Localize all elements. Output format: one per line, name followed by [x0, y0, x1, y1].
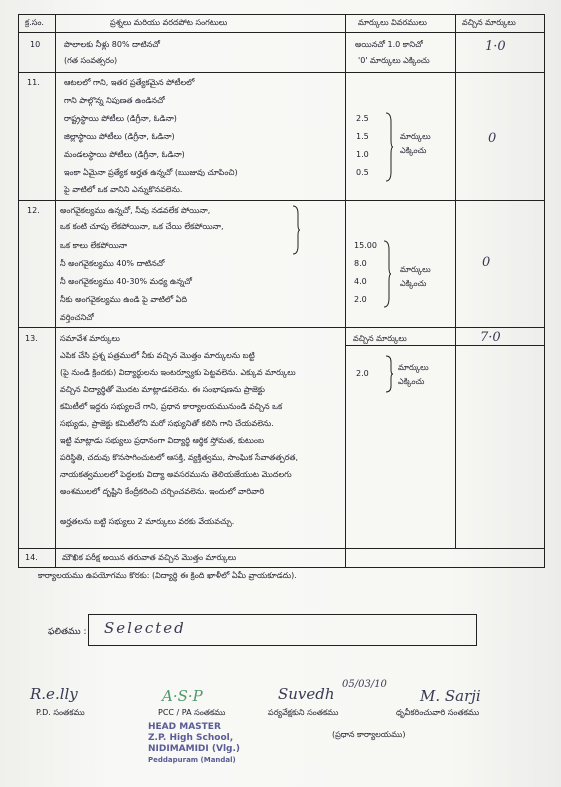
row12-line: అంగవైకల్యము ఉన్నచో, నీవు నడవలేక పోయినా, [60, 206, 211, 215]
row10-bottom-border [18, 72, 545, 73]
row14-number: 14. [25, 553, 38, 562]
pcc-signature: A·S·P [162, 687, 203, 705]
row10-score: 1·0 [485, 39, 506, 54]
row13-bottom-border [18, 548, 545, 549]
row13-score: 7·0 [480, 330, 501, 345]
member-signature-date: 05/03/10 [342, 679, 387, 690]
row12-value: 15.00 [354, 241, 377, 250]
row11-value: 1.0 [356, 150, 369, 159]
col-got-border [455, 14, 456, 549]
row11-line: మండలస్థాయి పోటీలు (డిగ్రీనా, ఓడినా) [64, 150, 185, 159]
row13-marks-line: ఎక్కించు [398, 377, 425, 386]
header-bottom-border [18, 32, 545, 33]
header-sno: క్ర.సం. [25, 18, 44, 27]
row12-brace-right [382, 240, 392, 308]
row13-line: ఎపిక చేసి ప్రశ్న పత్రములో నీకు వచ్చిన మొత్తం మార్కులను బట్టి [60, 351, 255, 360]
row11-number: 11. [27, 78, 40, 87]
row12-line: ఒక కాలు లేకపోయినా [60, 241, 128, 250]
row14-text: మౌఖిక పరీక్ష అయిన తరువాత వచ్చిన మొత్తం మార్కులు [62, 553, 237, 562]
table-top-border [18, 14, 545, 15]
row13-value: 2.0 [356, 369, 369, 378]
row11-line: ఇంకా ఏమైనా ప్రత్యేక అర్హత ఉన్నచో (ఋజువు చూపించి) [64, 168, 238, 177]
pd-signature-label: P.D. సంతకము [36, 708, 85, 717]
row13-got-label: వచ్చిన మార్కులు [353, 334, 407, 343]
stamp-line: Peddapuram (Mandal) [148, 756, 236, 764]
row11-value: 2.5 [356, 114, 369, 123]
row12-line: నీ అంగవైకల్యము 40-30% మధ్య ఉన్నచో [60, 277, 192, 286]
head-office-label: (ప్రధాన కార్యాలయము) [332, 730, 406, 739]
row12-line: వర్తించనిచో [60, 313, 94, 322]
header-marks-got: వచ్చిన మార్కులు [462, 18, 516, 27]
row12-value: 4.0 [354, 277, 367, 286]
row12-score: 0 [482, 255, 491, 270]
row13-line: సభ్యుడు, ప్రాజెక్టు కమిటీలోని మరో సభ్యునితో కలిసి గాని చేయవలెను. [60, 419, 274, 428]
row12-line: నీకు అంగవైకల్యము ఉండి పై వాటిలో ఏది [60, 295, 188, 304]
row13-marks-line: మార్కులు [398, 363, 429, 372]
stamp-line: Z.P. High School, [148, 733, 234, 743]
row11-line: ఆటలలో గాని, ఇతర ప్రత్యేకమైన పోటీలలో [64, 78, 195, 87]
row13-line: (పై నుండి క్రిందకు) విద్యార్థులను ఇంటర్వ్యూకు పెట్టవలెను. ఎక్కువ మార్కులు [60, 368, 296, 377]
col-no-border [55, 14, 56, 568]
table-right-border [544, 14, 545, 568]
row13-line: అంశములలో దృష్టిని కేంద్రీకరించి చర్చించవలెను. ఇందులో వారివారి [60, 487, 265, 496]
row11-line: పై వాటిలో ఒక వానిని ఎన్నుకొనవలెను. [64, 185, 183, 194]
row10-line: పొలాలకు నీళ్లు 80% దాటినచో [64, 40, 160, 49]
row11-line: జిల్లాస్థాయి పోటీలు (డిగ్రీనా, ఓడినా) [64, 132, 175, 141]
stamp-line: NIDIMAMIDI (Vlg.) [148, 744, 241, 754]
row11-score: 0 [488, 131, 497, 146]
donor-signature: M. Sarji [420, 687, 481, 705]
row12-marks-line: మార్కులు [400, 265, 431, 274]
row13-line: పరిస్థితి, చదువు కొనసాగించుటలో ఆసక్తి, వ్యక్తిత్వము, సాంఘిక సేవాతత్పరత, [60, 453, 299, 462]
row12-marks-line: ఎక్కించు [400, 279, 427, 288]
member-signature: Suvedh [278, 685, 335, 703]
row10-line: (గత సంవత్సరం) [64, 56, 118, 65]
row13-number: 13. [25, 334, 38, 343]
row10-number: 10 [30, 40, 41, 49]
row11-bottom-border [18, 200, 545, 201]
headmaster-stamp [148, 722, 253, 766]
row13-line: అర్హతలను బట్టి సభ్యులు 2 మార్కులు వరకు వేయవచ్చు. [60, 517, 235, 526]
pd-signature: R.e.lly [30, 685, 78, 703]
row13-line: నాయకత్వములలో పెద్దలకు విద్యా అవసరమును తెలియజేయుట మొదలగు [60, 470, 292, 479]
row11-brace [384, 112, 394, 182]
pcc-signature-label: PCC / PA సంతకము [158, 708, 226, 717]
row13-line: కమిటీలో ఇద్దరు సభ్యులచే గాని, ప్రధాన కార్యాలయమునుండి వచ్చిన ఒక [60, 402, 283, 411]
row12-number: 12. [27, 206, 40, 215]
row12-brace [292, 205, 302, 255]
result-label: ఫలితము : [48, 627, 87, 637]
row13-line: వచ్చిన విద్యార్థితో మొదట మాట్లాడవలెను. ఈ సంభాషణను ప్రాజెక్టు [60, 385, 265, 394]
row13-brace [384, 355, 394, 393]
row11-marks-line: మార్కులు [400, 132, 431, 141]
row11-value: 1.5 [356, 132, 369, 141]
member-signature-label: పర్యవేక్షకుని సంతకము [268, 708, 339, 717]
row10-marks-line: '0' మార్కులు ఎక్కించు [358, 56, 430, 65]
row12-line: ఒక కంటి చూపు లేకపోయినా, ఒక చేయి లేకపోయినా, [60, 222, 224, 231]
office-use-note: కార్యాలయము ఉపయోగము కొరకు: (విద్యార్థి ఈ క్రింది ఖాళీలో ఏమీ వ్రాయకూడదు). [38, 571, 297, 580]
row11-marks-line: ఎక్కించు [400, 146, 427, 155]
row10-marks-line: అయినచో 1.0 కానిచో [355, 40, 423, 49]
table-left-border [18, 14, 19, 568]
row13-title: సమావేశ మార్కులు [60, 334, 120, 343]
row12-bottom-border [18, 327, 545, 328]
donor-signature-label: ధృవీకరించువారి సంతకము [396, 708, 480, 717]
header-marks-details: మార్కులు వివరములు [358, 18, 427, 27]
row11-line: రాష్ట్రస్థాయి పోటీలు (డిగ్రీనా, ఓడినా) [64, 114, 177, 123]
header-question: ప్రశ్నలు మరియు వరదపోట సంగటులు [110, 18, 228, 27]
stamp-line: HEAD MASTER [148, 722, 221, 732]
row12-value: 2.0 [354, 295, 367, 304]
row12-line: నీ అంగవైకల్యము 40% దాటినచో [60, 259, 165, 268]
row13-got-label-border [345, 345, 545, 346]
row13-line: ఇట్టి మాట్లాడు సభ్యులు ప్రధానంగా విద్యార్థి ఆర్థిక స్తోమత, కుటుంబ [60, 436, 264, 445]
col-marks-border [345, 14, 346, 568]
result-value: Selected [104, 619, 186, 637]
row12-value: 8.0 [354, 259, 367, 268]
row11-line: గాని పాల్గొన్న నిపుణత ఉండినచో [64, 96, 165, 105]
table-bottom-border [18, 567, 545, 568]
row11-value: 0.5 [356, 168, 369, 177]
